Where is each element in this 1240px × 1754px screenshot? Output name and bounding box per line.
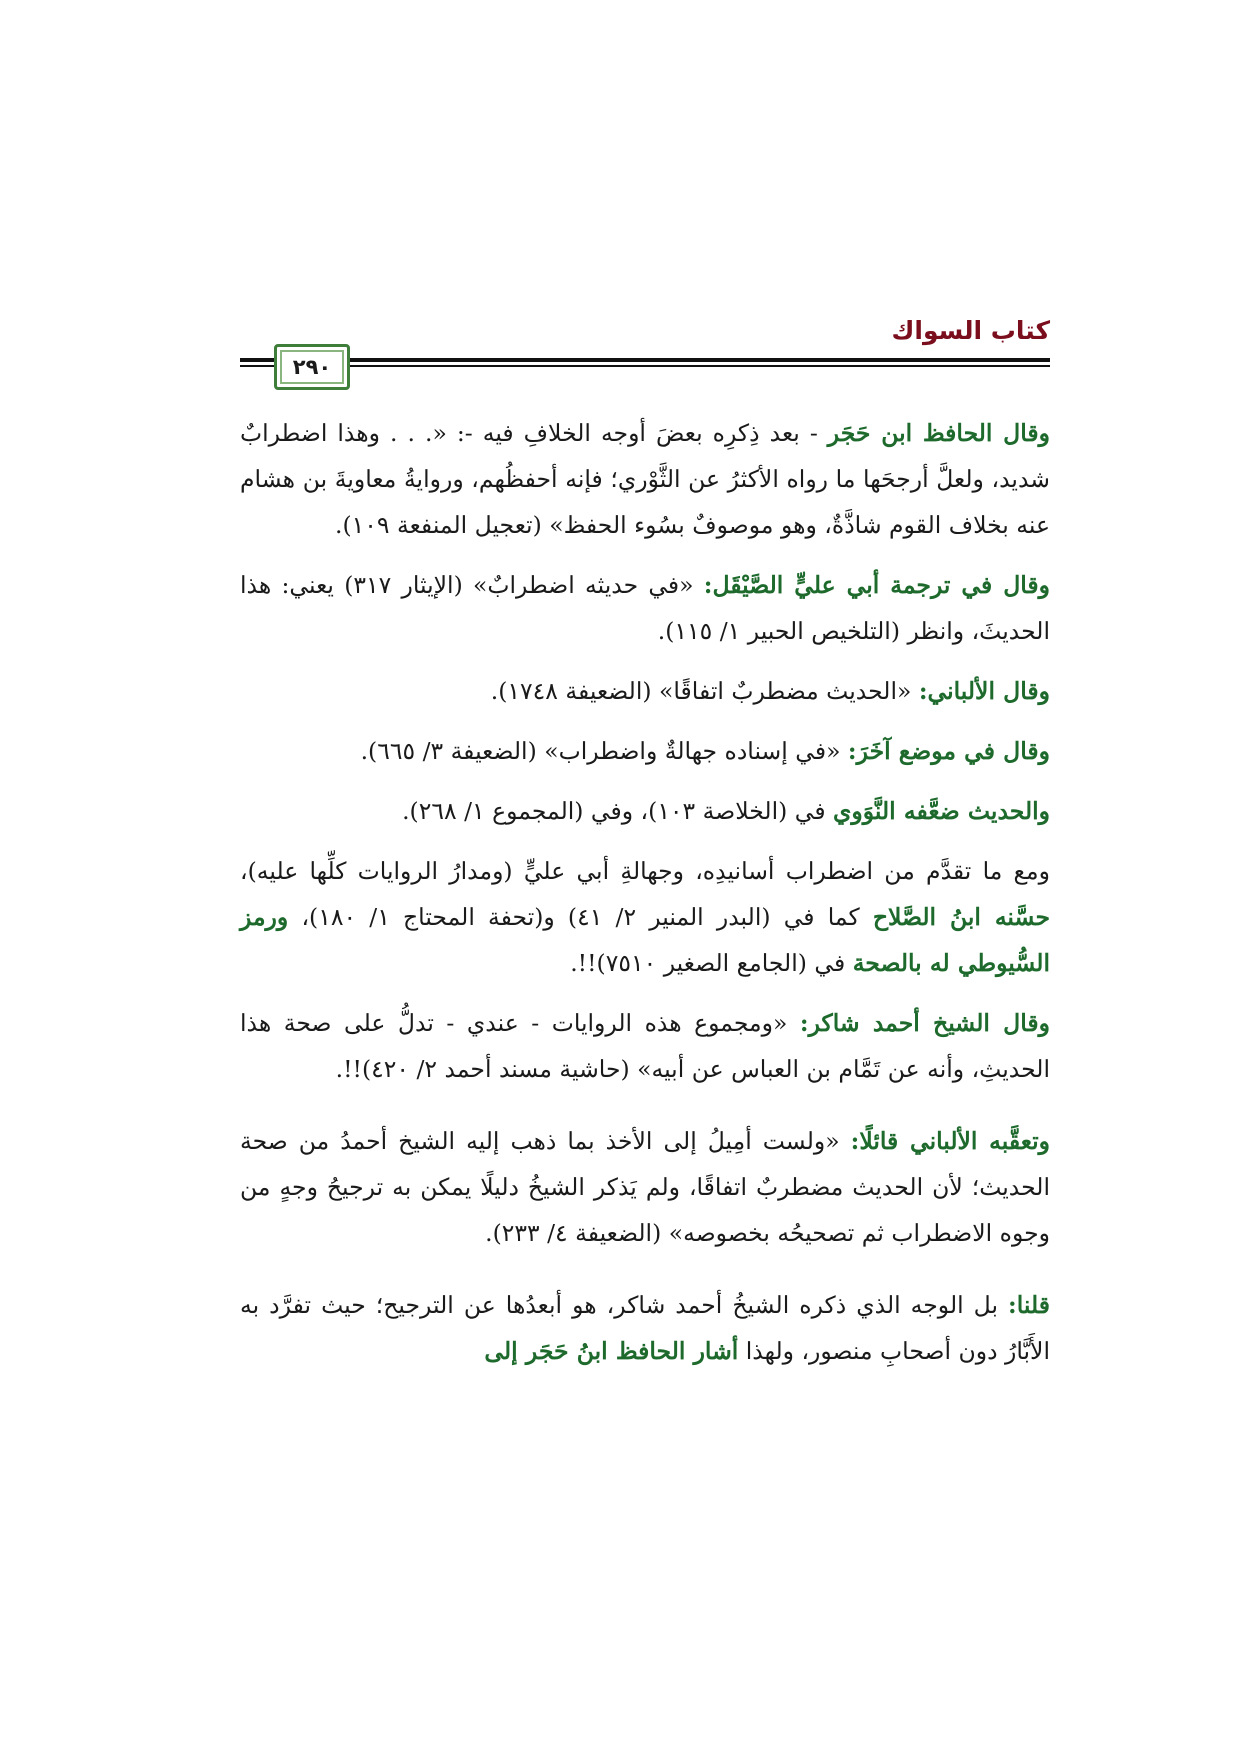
- paragraph-text: ومع ما تقدَّم من اضطراب أسانيدِه، وجهالةِ أبي عليٍّ (ومدارُ الروايات كلِّها عليه)،: [240, 857, 1050, 885]
- page-body: [240, 410, 1050, 1388]
- page-header: [240, 310, 1050, 388]
- paragraph-nawawi: [240, 788, 1050, 834]
- highlight-ibn-salah: حسَّنه ابنُ الصَّلاح: [872, 903, 1050, 931]
- speaker-lead: وقال الشيخ أحمد شاكر:: [799, 1009, 1050, 1037]
- speaker-lead: قلنا:: [1008, 1291, 1050, 1319]
- speaker-lead: وقال في ترجمة أبي عليٍّ الصَّيْقَل:: [703, 571, 1051, 599]
- paragraph-abu-ali: [240, 562, 1050, 654]
- paragraph-text: «الحديث مضطربٌ اتفاقًا» (الضعيفة ١٧٤٨).: [490, 677, 919, 705]
- paragraph-isnad-summary: [240, 848, 1050, 986]
- paragraph-text: بل الوجه الذي ذكره الشيخُ أحمد شاكر، هو أبعدُها عن الترجيح؛ حيث تفرَّد به الأَبَّارُ دون أصحابِ منصور، ولهذا: [240, 1291, 1050, 1365]
- book-title: كتاب السواك: [891, 316, 1050, 345]
- header-rule-thin: [240, 365, 1050, 367]
- paragraph-shakir: [240, 1000, 1050, 1092]
- paragraph-text: «في حديثه اضطرابٌ» (الإيثار ٣١٧) يعني: هذا الحديثَ، وانظر (التلخيص الحبير ١/ ١١٥).: [240, 571, 1050, 645]
- paragraph-text: «في إسناده جهالةٌ واضطراب» (الضعيفة ٣/ ٦٦٥).: [360, 737, 848, 765]
- speaker-lead: والحديث ضعَّفه النَّوَوي: [833, 797, 1050, 825]
- paragraph-text: في (الجامع الصغير ٧٥١٠)!!.: [570, 949, 853, 977]
- paragraph-albani-response: [240, 1118, 1050, 1256]
- paragraph-text: «ومجموع هذه الروايات - عندي - تدلُّ على صحة هذا الحديثِ، وأنه عن تَمَّام بن العباس عن أبيه» (حاشية مسند أحمد ٢/ ٤٢٠)!!.: [240, 1009, 1050, 1083]
- speaker-lead: وقال الحافظ ابن حَجَر: [827, 419, 1050, 447]
- paragraph-text: - بعد ذِكرِه بعضَ أوجه الخلافِ فيه -: «. . . وهذا اضطرابٌ شديد، ولعلَّ أرجحَها ما رواه الأكثرُ عن الثَّوْري؛ فإنه أحفظُهم، وروايةُ معاويةَ بن هشام عنه بخلاف القوم شاذَّةٌ، وهو موصوفٌ بسُوء الحفظ» (تعجيل المنفعة ١٠٩).: [240, 419, 1050, 539]
- highlight-ibn-hajar: أشار الحافظ ابنُ حَجَر إلى: [484, 1337, 739, 1365]
- header-rule-thick: [240, 358, 1050, 362]
- page-number: ٢٩٠: [292, 355, 332, 379]
- speaker-lead: وقال في موضع آخَرَ:: [847, 737, 1050, 765]
- paragraph-our-view: [240, 1282, 1050, 1374]
- speaker-lead: وقال الألباني:: [918, 677, 1050, 705]
- paragraph-ibn-hajar: [240, 410, 1050, 548]
- paragraph-text: كما في (البدر المنير ٢/ ٤١) و(تحفة المحتاج ١/ ١٨٠)،: [288, 903, 873, 931]
- paragraph-albani-1: [240, 668, 1050, 714]
- highlight-suyuti: ورمز السُّيوطي له بالصحة: [240, 903, 1050, 977]
- paragraph-text: «ولست أمِيلُ إلى الأخذ بما ذهب إليه الشيخ أحمدُ من صحة الحديث؛ لأن الحديث مضطربٌ اتفاقًا، ولم يَذكر الشيخُ دليلًا يمكن به ترجيحُ وجهٍ من وجوه الاضطراب ثم تصحيحُه بخصوصه» (الضعيفة ٤/ ٢٣٣).: [240, 1127, 1050, 1247]
- paragraph-text: في (الخلاصة ١٠٣)، وفي (المجموع ١/ ٢٦٨).: [402, 797, 834, 825]
- speaker-lead: وتعقَّبه الألباني قائلًا:: [850, 1127, 1050, 1155]
- page-number-badge: [274, 344, 350, 390]
- paragraph-albani-2: [240, 728, 1050, 774]
